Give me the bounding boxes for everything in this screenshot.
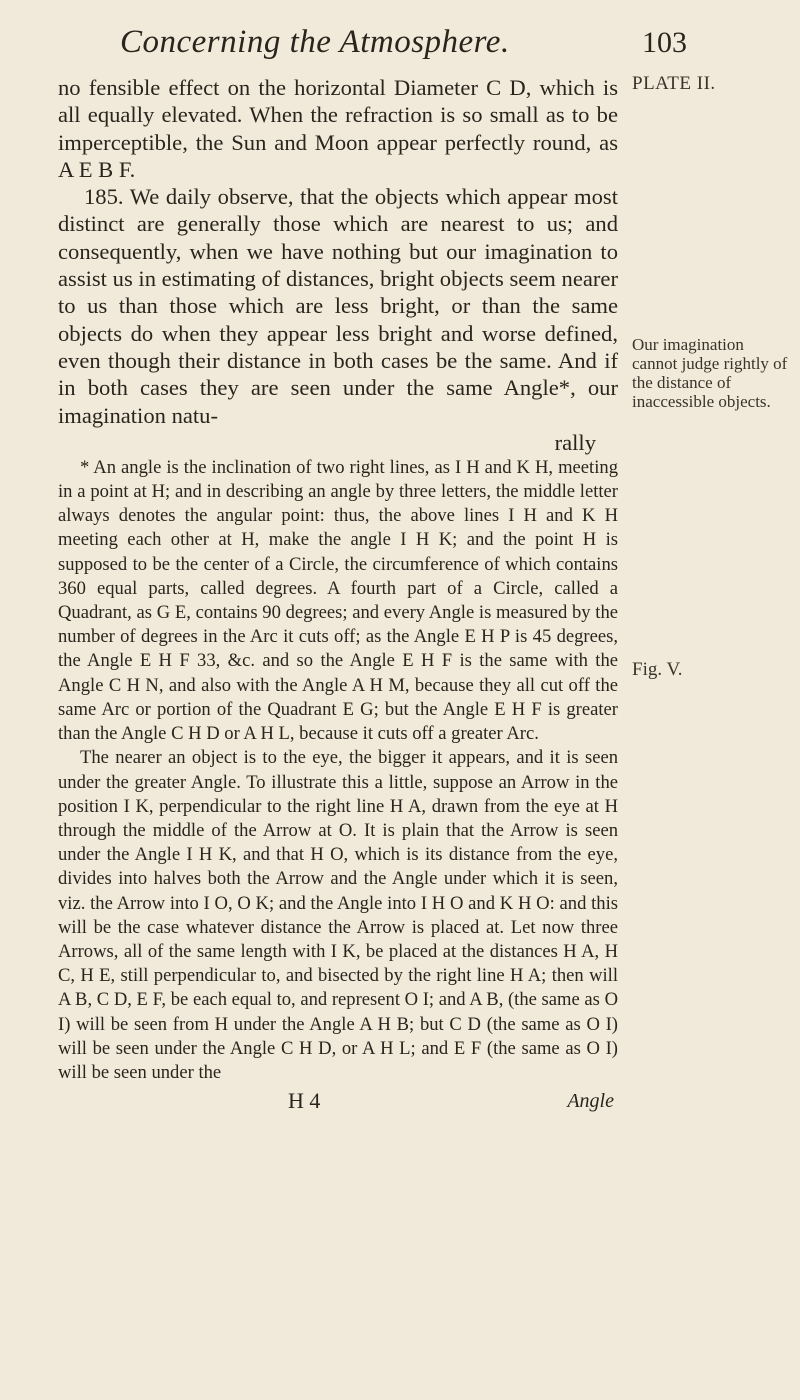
figure-reference: Fig. V.: [632, 659, 683, 680]
plate-reference: PLATE II.: [632, 73, 716, 94]
main-text: [58, 74, 618, 1113]
signature-mark: H 4: [288, 1088, 321, 1114]
paragraph-continued: no fensible effect on the horizontal Diameter C D, which is all equally elevated. When the refraction is so small as to be imperceptible, the Sun and Moon appear perfectly round, as A E B F.: [58, 75, 618, 182]
paragraph-185: 185. We daily observe, that the objects which appear most distinct are generally those which are nearest to us; and consequently, when we have nothing but our imagination to assist us in estimating of distances, bright objects seem nearer to us than those which are less bright, or than the same objects do when they appear less bright and worse defined, even though their distance in both cases be the same. And if in both cases they are seen under the same Angle*, our imagination natu-: [58, 184, 618, 428]
catchword: Angle: [567, 1090, 614, 1113]
running-head: [120, 24, 790, 64]
marginal-note: Our imagination cannot judge rightly of the distance of inaccessible objects.: [632, 335, 788, 411]
carry-over-word: rally: [554, 429, 596, 455]
page-foot: [58, 1089, 618, 1113]
footnote-angle-definition: * An angle is the inclination of two right lines, as I H and K H, meeting in a point at H; and in describing an angle by three letters, the middle letter always denotes the angular point: thus, the above lines I H and K H meeting each other at H, make the angle I H K; and the point H is supposed to be the center of a Circle, the circumference of which contains 360 equal parts, called degrees. A fourth part of a Circle, called a Quadrant, as G E, contains 90 degrees; and every Angle is measured by the number of degrees in the Arc it cuts off; as the Angle E H P is 45 degrees, the Angle E H F 33, &c. and so the Angle E H F is the same with the Angle C H N, and also with the Angle A H M, because they all cut off the same Arc or portion of the Quadrant E G; but the Angle E H F is greater than the Angle C H D or A H L, because it cuts off a greater Arc.: [58, 456, 618, 745]
page-number: 103: [642, 26, 687, 59]
running-title: Concerning the Atmosphere.: [120, 24, 510, 60]
footnote-arrow-illustration: The nearer an object is to the eye, the bigger it appears, and it is seen under the greater Angle. To illustrate this a little, suppose an Arrow in the position I K, perpendicular to the right line H A, drawn from the eye at H through the middle of the Arrow at O. It is plain that the Arrow is seen under the Angle I H K, and that H O, which is its distance from the eye, divides into halves both the Arrow and the Angle under which it is seen, viz. the Arrow into I O, O K; and the Angle into I H O and K H O: and this will be the case whatever distance the Arrow is placed at. Let now three Arrows, all of the same length with I K, be placed at the distances H A, H C, H E, still perpendicular to, and bisected by the right line H A; then will A B, C D, E F, be each equal to, and represent O I; and A B, (the same as O I) will be seen from H under the Angle A H B; but C D (the same as O I) will be seen under the Angle C H D, or A H L; and E F (the same as O I) will be seen under the: [58, 747, 618, 1083]
